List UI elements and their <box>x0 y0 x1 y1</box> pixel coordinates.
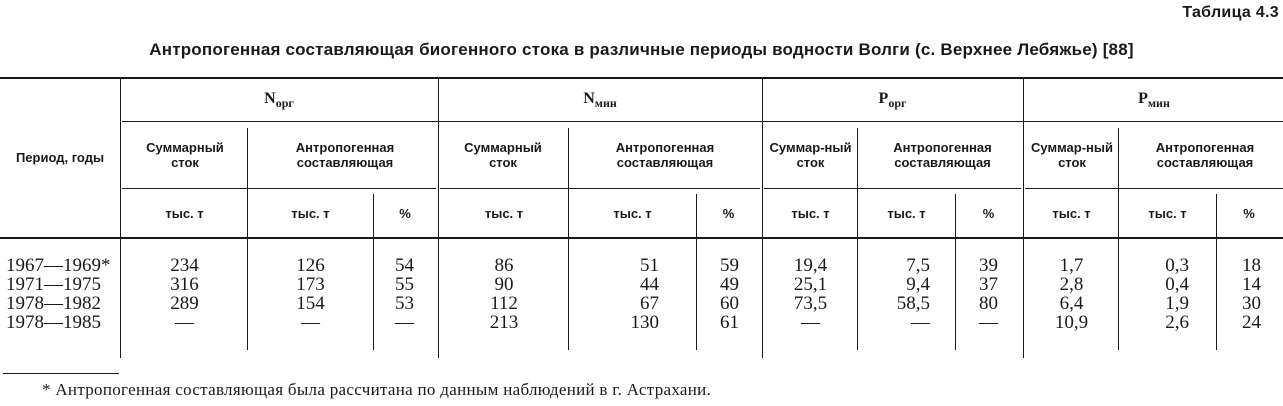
table-cell: 49 <box>720 274 739 295</box>
table-cell: 289 <box>170 293 199 314</box>
unit-p-min-anthro: тыс. т <box>1148 206 1187 221</box>
unit-p-org-total: тыс. т <box>791 206 830 221</box>
data-column <box>697 256 739 332</box>
anthropogenic-header-n-min: Антропогенная составляющая <box>615 140 715 170</box>
table-cell: 234 <box>170 255 199 276</box>
table-cell: 7,5 <box>906 255 930 276</box>
unit-n-min-anthro: тыс. т <box>613 206 652 221</box>
footnote: * Антропогенная составляющая была рассчитана по данным наблюдений в г. Астрахани. <box>42 380 712 399</box>
anthropogenic-header-p-org: Антропогенная составляющая <box>893 140 992 170</box>
unit-n-org-total: тыс. т <box>165 206 204 221</box>
table-cell: 14 <box>1242 274 1261 295</box>
data-column <box>122 256 247 332</box>
unit-p-org-anthro: тыс. т <box>887 206 926 221</box>
table-cell: 0,4 <box>1165 274 1189 295</box>
table-cell: 67 <box>640 293 659 314</box>
vrule-p-org <box>762 79 763 358</box>
data-column <box>1217 256 1261 332</box>
unit-n-min-total: тыс. т <box>484 206 524 221</box>
param-rule <box>122 121 1283 122</box>
table-cell: 86 <box>494 255 514 276</box>
table-cell: 1,7 <box>1059 255 1084 276</box>
footnote-rule <box>3 373 119 374</box>
header-bottom-rule <box>0 237 1283 239</box>
data-column <box>248 256 373 332</box>
period-header: Период, годы <box>15 150 105 165</box>
period-cell: 1978—1985 <box>6 312 101 333</box>
table-cell: 2,8 <box>1059 274 1084 295</box>
data-column <box>374 256 414 332</box>
unit-n-org-pct: % <box>399 206 411 221</box>
table-cell: 112 <box>490 293 518 314</box>
table-cell: 126 <box>296 255 325 276</box>
period-cell: 1967—1969* <box>6 255 111 276</box>
table-cell: 6,4 <box>1059 293 1084 314</box>
table-cell: 10,9 <box>1054 312 1089 333</box>
table-cell: 1,9 <box>1165 293 1189 314</box>
table-cell: 54 <box>395 255 414 276</box>
data-column <box>1025 256 1118 332</box>
table-cell: 80 <box>979 293 998 314</box>
table-cell: — <box>801 312 820 333</box>
table-cell: 130 <box>630 312 659 333</box>
subheader-rule-p-org <box>764 188 1021 189</box>
table-cell: 316 <box>170 274 199 295</box>
table-cell: 37 <box>979 274 998 295</box>
data-column <box>858 256 930 332</box>
table-caption: Антропогенная составляющая биогенного стока в различные периоды водности Волги (с. Верхнее Лебяжье) [88] <box>149 40 1134 59</box>
table-cell: 44 <box>640 274 659 295</box>
subheader-rule-n-org <box>122 188 436 189</box>
data-column <box>956 256 998 332</box>
subheader-rule-p-min <box>1025 188 1283 189</box>
table-cell: — <box>395 312 414 333</box>
total-flow-header-n-min: Суммарный сток <box>464 140 542 170</box>
anthropogenic-header-n-org: Антропогенная составляющая <box>295 140 395 170</box>
table-number: Таблица 4.3 <box>1182 4 1279 21</box>
param-p-org: $P_{орг}$ <box>878 90 907 110</box>
table-cell: 19,4 <box>793 255 828 276</box>
table-cell: 24 <box>1242 312 1261 333</box>
table-cell: 173 <box>296 274 325 295</box>
table-cell: 58,5 <box>896 293 930 314</box>
table-cell: 39 <box>979 255 998 276</box>
param-n-min: $N_{мин}$ <box>583 90 617 110</box>
period-cell: 1971—1975 <box>6 274 101 295</box>
vrule-p-min <box>1023 79 1024 358</box>
table-cell: 2,6 <box>1165 312 1189 333</box>
table-cell: 61 <box>720 312 739 333</box>
vrule-period <box>120 79 121 358</box>
table-cell: 60 <box>720 293 739 314</box>
subheader-rule-n-min <box>440 188 760 189</box>
table-cell: 18 <box>1242 255 1261 276</box>
table-cell: 90 <box>494 274 514 295</box>
total-flow-header-n-org: Суммарный сток <box>146 140 224 170</box>
data-column <box>569 256 659 332</box>
table-cell: 154 <box>296 293 325 314</box>
param-p-min: $P_{мин}$ <box>1138 90 1170 110</box>
vrule-n-min <box>438 79 439 358</box>
total-flow-header-p-min: Суммар-ный сток <box>1031 140 1113 170</box>
table-cell: 25,1 <box>793 274 828 295</box>
data-column <box>440 256 568 332</box>
data-column <box>1119 256 1189 332</box>
period-cell: 1978—1982 <box>6 293 101 314</box>
unit-n-min-pct: % <box>722 206 735 221</box>
unit-p-min-pct: % <box>1243 206 1255 221</box>
unit-n-org-anthro: тыс. т <box>291 206 330 221</box>
table-cell: — <box>979 312 998 333</box>
table-cell: 30 <box>1242 293 1261 314</box>
data-column <box>764 256 857 332</box>
total-flow-header-p-org: Суммар-ный сток <box>769 140 852 170</box>
unit-p-org-pct: % <box>982 206 995 221</box>
table-cell: 53 <box>395 293 414 314</box>
table-cell: 73,5 <box>793 293 828 314</box>
table-cell: 59 <box>720 255 739 276</box>
param-n-org: $N_{орг}$ <box>264 90 294 110</box>
table-cell: 9,4 <box>906 274 930 295</box>
table-cell: 213 <box>489 312 519 333</box>
anthropogenic-header-p-min: Антропогенная составляющая <box>1155 140 1255 170</box>
table-cell: 51 <box>640 255 659 276</box>
table-cell: — <box>301 312 320 333</box>
table-top-rule <box>0 77 1283 79</box>
table-cell: 0,3 <box>1165 255 1189 276</box>
table-cell: — <box>911 312 930 333</box>
table-cell: 55 <box>395 274 414 295</box>
table-cell: — <box>175 312 194 333</box>
unit-p-min-total: тыс. т <box>1052 206 1091 221</box>
period-column <box>6 256 120 332</box>
